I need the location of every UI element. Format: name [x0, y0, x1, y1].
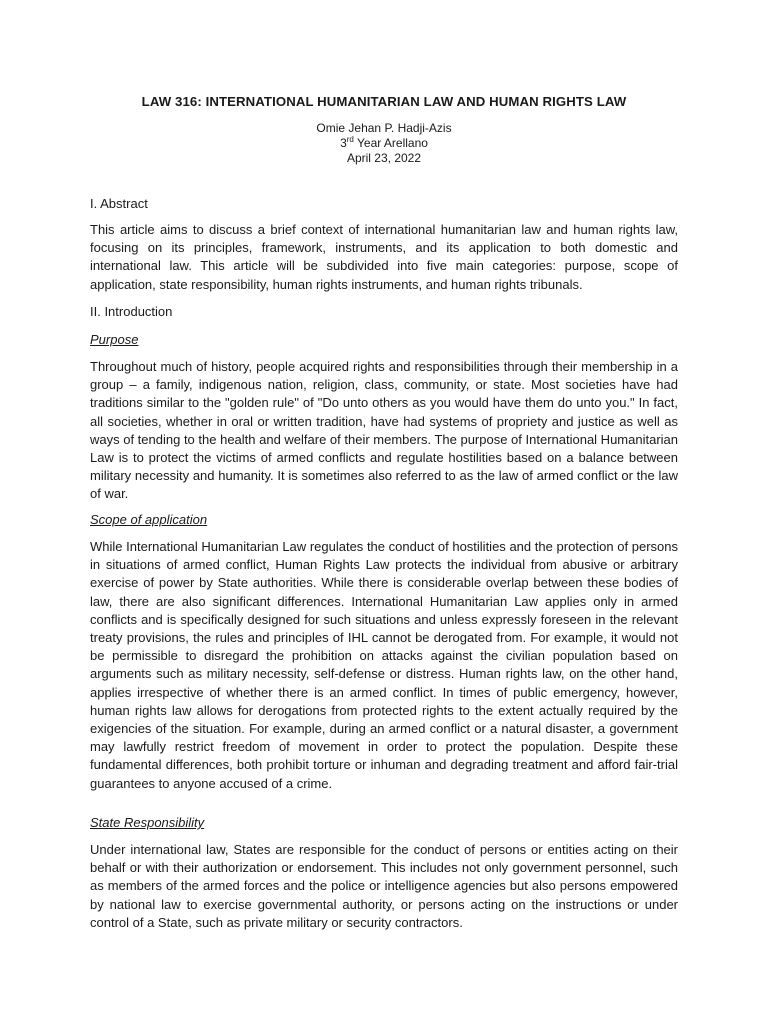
author-block: [90, 121, 678, 166]
purpose-heading: Purpose: [90, 332, 139, 347]
document-date: April 23, 2022: [346, 151, 422, 165]
author-year: [90, 136, 678, 151]
document-title: LAW 316: INTERNATIONAL HUMANITARIAN LAW AND HUMAN RIGHTS LAW: [141, 94, 627, 109]
purpose-paragraph: Throughout much of history, people acquired rights and responsibilities through their membership in a group – a family, indigenous nation, religion, class, community, or state. Most societies have had traditions similar to the "golden rule" of "Do unto others as you would have them do unto you." In fact, all societies, whether in oral or written tradition, have had systems of propriety and justice as well as ways of tending to the health and welfare of their members. The purpose of International Humanitarian Law is to protect the victims of armed conflicts and regulate hostilities based on a balance between military necessity and humanity. It is sometimes also referred to as the law of armed conflict or the law of war.: [90, 359, 678, 502]
year-suffix: rd: [346, 135, 354, 144]
year-number: 3: [340, 136, 347, 150]
introduction-heading: II. Introduction: [90, 304, 173, 319]
abstract-paragraph: This article aims to discuss a brief context of international humanitarian law and human rights law, focusing on its principles, framework, instruments, and its application to both domestic and international law. This article will be subdivided into five main categories: purpose, scope of application, state responsibility, human rights instruments, and human rights tribunals.: [90, 222, 678, 292]
scope-paragraph: While International Humanitarian Law regulates the conduct of hostilities and the protection of persons in situations of armed conflict, Human Rights Law protects the individual from abusive or arbitrary exercise of power by State authorities. While there is considerable overlap between these bodies of law, there are also significant differences. International Humanitarian Law applies only in armed conflicts and is specifically designed for such situations and unless expressly foreseen in the relevant treaty provisions, the rules and principles of IHL cannot be derogated from. For example, it would not be permissible to disregard the prohibition on attacks against the civilian population based on arguments such as military necessity, self-defense or distress. Human rights law, on the other hand, applies irrespective of whether there is an armed conflict. In times of public emergency, however, human rights law allows for derogations from protected rights to the extent actually required by the exigencies of the situation. For example, during an armed conflict or a natural disaster, a government may lawfully restrict freedom of movement in order to protect the population. Despite these fundamental differences, both prohibit torture or inhuman and degrading treatment and afford fair-trial guarantees to anyone accused of a crime.: [90, 539, 678, 791]
author-name: Omie Jehan P. Hadji-Azis: [316, 121, 452, 135]
scope-heading: Scope of application: [90, 512, 208, 527]
year-rest: Year Arellano: [353, 136, 428, 150]
state-responsibility-heading: State Responsibility: [90, 815, 205, 830]
state-responsibility-paragraph: Under international law, States are responsible for the conduct of persons or entities acting on their behalf or with their authorization or endorsement. This includes not only government personnel, such as members of the armed forces and the police or intelligence agencies but also persons empowered by national law to exercise governmental authority, or persons acting on the instructions or under control of a State, such as private military or security contractors.: [90, 842, 678, 930]
abstract-heading: I. Abstract: [90, 196, 148, 211]
